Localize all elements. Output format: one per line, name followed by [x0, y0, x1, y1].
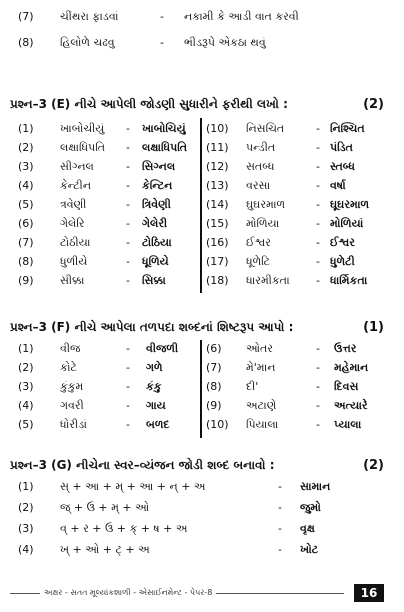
item-number: (1): [18, 480, 34, 493]
wrong-spelling: કેન્ટીન: [60, 179, 92, 192]
item-dash: -: [160, 36, 164, 49]
letter-combination: સ્ + આ + મ્ + આ + ન્ + અ: [60, 480, 206, 493]
item-dash: -: [278, 480, 282, 493]
item-dash: -: [126, 399, 130, 412]
section-g-marks: (2): [363, 458, 384, 473]
item-number: (5): [18, 418, 34, 431]
item-dash: -: [126, 217, 130, 230]
dialect-word: કુંકુમ: [60, 380, 84, 393]
dialect-word: દી': [246, 380, 259, 393]
column-divider: [200, 340, 202, 438]
letter-combination: જ્ + ઉ + મ્ + ઓ: [60, 501, 150, 514]
section-e-heading: પ્રશ્ન–3 (E) નીચે આપેલી જોડણી સુધારીને ફરીથી લખો :: [10, 97, 288, 111]
standard-word: ગાય: [146, 399, 166, 412]
section-f-marks: (1): [363, 320, 384, 335]
formed-word: સામાન: [300, 480, 331, 493]
wrong-spelling: ધારમીકતા: [246, 274, 290, 287]
formed-word: ખોટ: [300, 543, 319, 556]
item-number: (3): [18, 160, 34, 173]
correct-spelling: પંડિત: [330, 141, 353, 154]
item-dash: -: [126, 342, 130, 355]
formed-word: વૃક્ષ: [300, 522, 315, 535]
item-number: (5): [18, 198, 34, 211]
item-number: (3): [18, 522, 34, 535]
item-dash: -: [316, 418, 320, 431]
standard-word: કંકુ: [146, 380, 162, 393]
item-number: (6): [18, 217, 34, 230]
item-dash: -: [316, 236, 320, 249]
wrong-spelling: સીક્કા: [60, 274, 85, 287]
item-number: (15): [206, 217, 229, 230]
wrong-spelling: ખાબોચીયું: [60, 122, 105, 135]
item-number: (14): [206, 198, 229, 211]
item-dash: -: [316, 141, 320, 154]
item-number: (2): [18, 141, 34, 154]
item-dash: -: [126, 160, 130, 173]
item-number: (7): [18, 236, 34, 249]
item-number: (13): [206, 179, 229, 192]
correct-spelling: ધુળેટી: [330, 255, 355, 268]
item-dash: -: [126, 274, 130, 287]
correct-spelling: ગેલેરી: [142, 217, 168, 230]
correct-spelling: કેન્ટિન: [142, 179, 173, 192]
item-meaning: ભીડરૂપે એકઠા થવું: [184, 36, 266, 49]
correct-spelling: વર્ષા: [330, 179, 346, 192]
standard-word: મહેમાન: [334, 361, 369, 374]
item-dash: -: [316, 255, 320, 268]
correct-spelling: ત્રિવેણી: [142, 198, 171, 211]
item-number: (2): [18, 361, 34, 374]
correct-spelling: સિગ્નલ: [142, 160, 176, 173]
wrong-spelling: નિસચિત: [246, 122, 285, 135]
item-meaning: નકામી કે આડી વાત કરવી: [184, 10, 299, 23]
wrong-spelling: મોળિયા: [246, 217, 280, 230]
letter-combination: ખ્ + ઓ + ટ્ + અ: [60, 543, 150, 556]
item-number: (4): [18, 543, 34, 556]
item-dash: -: [126, 141, 130, 154]
page-number: 16: [354, 584, 384, 602]
wrong-spelling: સીગ્નલ: [60, 160, 94, 173]
item-number: (11): [206, 141, 229, 154]
standard-word: ગળે: [146, 361, 163, 374]
dialect-word: ગવરી: [60, 399, 84, 412]
item-dash: -: [126, 380, 130, 393]
item-dash: -: [316, 380, 320, 393]
section-e-marks: (2): [363, 97, 384, 112]
item-dash: -: [316, 160, 320, 173]
item-dash: -: [316, 179, 320, 192]
correct-spelling: સિક્કા: [142, 274, 166, 287]
item-word: હિલોળે ચઢવુ: [60, 36, 115, 49]
standard-word: અત્યારે: [334, 399, 368, 412]
item-dash: -: [278, 543, 282, 556]
item-dash: -: [316, 122, 320, 135]
item-dash: -: [316, 361, 320, 374]
item-dash: -: [316, 198, 320, 211]
correct-spelling: ઈશ્વર: [330, 236, 355, 249]
letter-combination: વ્ + ર + ઉ + ક્ + ષ + અ: [60, 522, 188, 535]
correct-spelling: સ્તબ્ધ: [330, 160, 356, 173]
item-word: ચીંથરા ફાડવાં: [60, 10, 119, 23]
wrong-spelling: ઈશ્વર: [246, 236, 271, 249]
footer-text: અક્ષર - સતત મૂલ્યાંકશાળી - એસાઈનમેન્ટ - પેપર-8: [40, 588, 216, 598]
item-number: (4): [18, 179, 34, 192]
item-dash: -: [126, 236, 130, 249]
wrong-spelling: પન્ડીત: [246, 141, 276, 154]
item-dash: -: [316, 399, 320, 412]
item-dash: -: [126, 255, 130, 268]
item-dash: -: [278, 501, 282, 514]
item-dash: -: [126, 179, 130, 192]
item-number: (8): [18, 36, 34, 49]
wrong-spelling: ધુળીયે: [60, 255, 88, 268]
item-dash: -: [126, 198, 130, 211]
correct-spelling: ટોઠિયા: [142, 236, 172, 249]
correct-spelling: ઘૂઘરમાળ: [330, 198, 370, 211]
item-number: (16): [206, 236, 229, 249]
item-dash: -: [316, 342, 320, 355]
wrong-spelling: ત્રવેણી: [60, 198, 87, 211]
item-number: (8): [18, 255, 34, 268]
item-dash: -: [278, 522, 282, 535]
item-dash: -: [316, 274, 320, 287]
item-number: (1): [18, 122, 34, 135]
item-number: (10): [206, 418, 229, 431]
standard-word: બળદ: [146, 418, 170, 431]
item-dash: -: [160, 10, 164, 23]
correct-spelling: મોળિયાં: [330, 217, 364, 230]
correct-spelling: નિશ્ચિત: [330, 122, 365, 135]
wrong-spelling: ધૂળેટિ: [246, 255, 271, 268]
dialect-word: પિયાલા: [246, 418, 279, 431]
item-number: (1): [18, 342, 34, 355]
item-number: (3): [18, 380, 34, 393]
section-f-heading: પ્રશ્ન–3 (F) નીચે આપેલા તળપદા શબ્દનાં શિષ્ટરૂપ આપો :: [10, 320, 294, 334]
item-dash: -: [126, 418, 130, 431]
column-divider: [200, 118, 202, 293]
item-number: (18): [206, 274, 229, 287]
item-number: (9): [18, 274, 34, 287]
dialect-word: મે'માન: [246, 361, 276, 374]
dialect-word: અટાણે: [246, 399, 277, 412]
correct-spelling: ખાબોચિયું: [142, 122, 186, 135]
wrong-spelling: સતબ્ધ: [246, 160, 275, 173]
dialect-word: કોટે: [60, 361, 77, 374]
wrong-spelling: ઘુઘરમાળ: [246, 198, 286, 211]
wrong-spelling: લક્ષાધિપતિ: [60, 141, 106, 154]
section-g-heading: પ્રશ્ન–3 (G) નીચેના સ્વર–વ્યંજન જોડી શબ્દ બનાવો :: [10, 458, 275, 472]
item-number: (9): [206, 399, 222, 412]
wrong-spelling: ગેલેરિ: [60, 217, 85, 230]
standard-word: ઉત્તર: [334, 342, 357, 355]
wrong-spelling: ટોઠીયા: [60, 236, 91, 249]
correct-spelling: લક્ષાધિપતિ: [142, 141, 188, 154]
item-number: (4): [18, 399, 34, 412]
item-dash: -: [316, 217, 320, 230]
item-number: (8): [206, 380, 222, 393]
item-number: (12): [206, 160, 229, 173]
standard-word: દિવસ: [334, 380, 359, 393]
wrong-spelling: વરસા: [246, 179, 271, 192]
dialect-word: ઓતર: [246, 342, 273, 355]
dialect-word: વીજ: [60, 342, 81, 355]
item-number: (6): [206, 342, 222, 355]
item-number: (2): [18, 501, 34, 514]
item-number: (17): [206, 255, 229, 268]
correct-spelling: ધાર્મિકતા: [330, 274, 368, 287]
standard-word: પ્યાલા: [334, 418, 362, 431]
item-number: (10): [206, 122, 229, 135]
dialect-word: ધોરીડાં: [60, 418, 87, 431]
item-dash: -: [126, 122, 130, 135]
formed-word: જુમો: [300, 501, 321, 514]
page-footer: [0, 582, 404, 606]
item-number: (7): [206, 361, 222, 374]
correct-spelling: ધૂળિયે: [142, 255, 169, 268]
item-number: (7): [18, 10, 34, 23]
item-dash: -: [126, 361, 130, 374]
standard-word: વીજળી: [146, 342, 179, 355]
